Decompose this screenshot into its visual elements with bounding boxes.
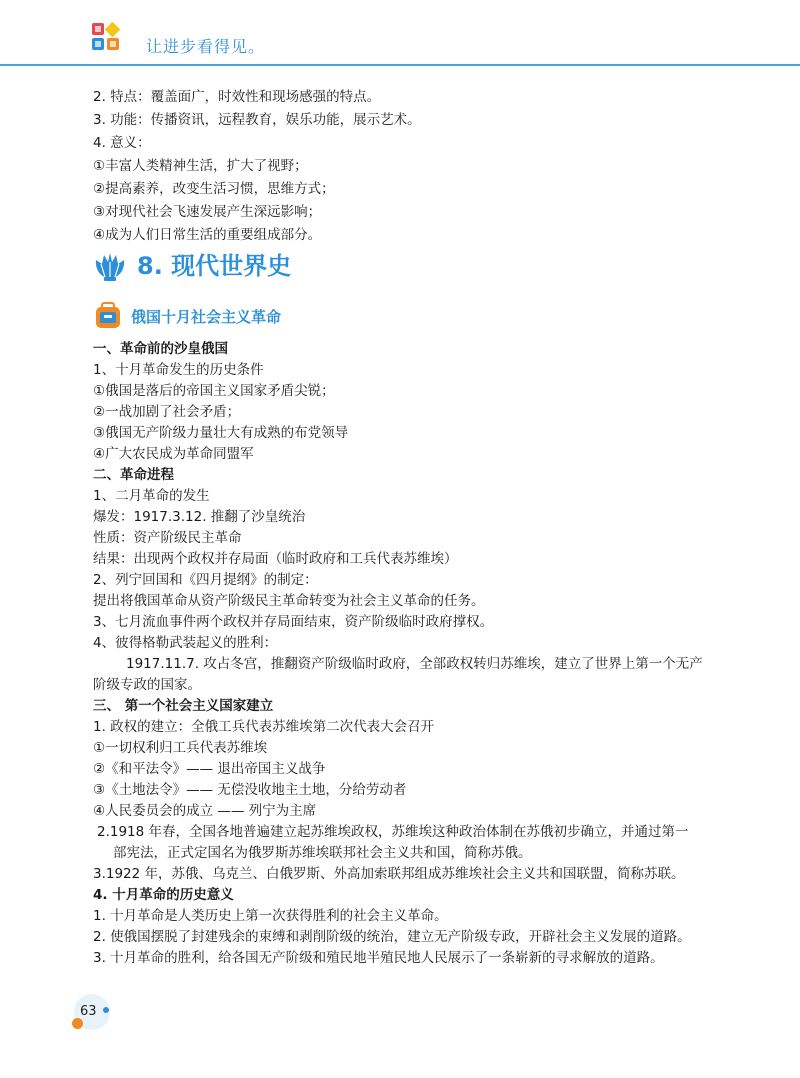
decor-dot-blue bbox=[103, 1007, 109, 1013]
text-line: ④成为人们日常生活的重要组成部分。 bbox=[93, 227, 322, 243]
text-line: ①丰富人类精神生活，扩大了视野； bbox=[93, 158, 308, 174]
text-line: 1. 十月革命是人类历史上第一次获得胜利的社会主义革命。 bbox=[93, 908, 448, 924]
text-line: 部宪法，正式定国名为俄罗斯苏维埃联邦社会主义共和国，简称苏俄。 bbox=[113, 845, 532, 861]
page-header bbox=[0, 0, 800, 66]
text-line: ③俄国无产阶级力量壮大有成熟的布党领导 bbox=[93, 425, 349, 441]
text-line: ②一战加剧了社会矛盾； bbox=[93, 404, 241, 420]
text-line: 2. 使俄国摆脱了封建残余的束缚和剥削阶级的统治，建立无产阶级专政，开辟社会主义发展的道路。 bbox=[93, 929, 691, 945]
text-line: 爆发：1917.3.12. 推翻了沙皇统治 bbox=[93, 509, 306, 525]
text-line: 阶级专政的国家。 bbox=[93, 677, 201, 693]
text-line: 1. 政权的建立：全俄工兵代表苏维埃第二次代表大会召开 bbox=[93, 719, 435, 735]
header-slogan: 让进步看得见。 bbox=[146, 37, 266, 56]
text-line: 4. 意义： bbox=[93, 135, 151, 151]
text-line: ④人民委员会的成立 —— 列宁为主席 bbox=[93, 803, 317, 819]
text-line: 3.1922 年，苏俄、乌克兰、白俄罗斯、外高加索联邦组成苏维埃社会主义共和国联盟，简称苏联。 bbox=[93, 866, 685, 882]
section-title: 俄国十月社会主义革命 bbox=[131, 308, 282, 326]
heading-line: 二、革命进程 bbox=[93, 467, 174, 483]
text-line: 4、彼得格勒武装起义的胜利： bbox=[93, 635, 278, 651]
shell-icon bbox=[93, 250, 127, 282]
chapter-title: 8. 现代世界史 bbox=[137, 252, 292, 280]
text-line: ①俄国是落后的帝国主义国家矛盾尖锐； bbox=[93, 383, 335, 399]
text-line: 1917.11.7. 攻占冬宫，推翻资产阶级临时政府，全部政权转归苏维埃，建立了世界上第一个无产 bbox=[126, 656, 703, 672]
header-divider bbox=[0, 64, 800, 66]
text-line: 2. 特点：覆盖面广，时效性和现场感强的特点。 bbox=[93, 89, 381, 105]
page-footer bbox=[74, 994, 114, 1034]
text-line: 1、二月革命的发生 bbox=[93, 488, 210, 504]
text-line: 提出将俄国革命从资产阶级民主革命转变为社会主义革命的任务。 bbox=[93, 593, 485, 609]
heading-line: 一、革命前的沙皇俄国 bbox=[93, 341, 228, 357]
decor-dot-orange bbox=[72, 1018, 83, 1029]
text-line: ④广大农民成为革命同盟军 bbox=[93, 446, 254, 462]
text-line: 结果：出现两个政权并存局面（临时政府和工兵代表苏维埃） bbox=[93, 551, 458, 567]
text-line: ③《土地法令》—— 无偿没收地主土地，分给劳动者 bbox=[93, 782, 407, 798]
text-line: 2、列宁回国和《四月提纲》的制定： bbox=[93, 572, 318, 588]
text-line: ①一切权利归工兵代表苏维埃 bbox=[93, 740, 268, 756]
text-line: 3. 十月革命的胜利，给各国无产阶级和殖民地半殖民地人民展示了一条崭新的寻求解放的道路。 bbox=[93, 950, 664, 966]
text-line: 3、七月流血事件两个政权并存局面结束，资产阶级临时政府撑权。 bbox=[93, 614, 494, 630]
text-line: ②《和平法令》—— 退出帝国主义战争 bbox=[93, 761, 326, 777]
heading-line: 4. 十月革命的历史意义 bbox=[93, 887, 234, 903]
backpack-icon bbox=[93, 302, 123, 330]
brand-logo-icon bbox=[91, 22, 121, 52]
page-number: 63 bbox=[80, 1004, 97, 1019]
text-line: 2.1918 年春，全国各地普遍建立起苏维埃政权，苏维埃这种政治体制在苏俄初步确立，并通过第一 bbox=[97, 824, 689, 840]
text-line: ③对现代社会飞速发展产生深远影响； bbox=[93, 204, 322, 220]
heading-line: 三、 第一个社会主义国家建立 bbox=[93, 698, 274, 714]
text-line: 1、十月革命发生的历史条件 bbox=[93, 362, 264, 378]
text-line: 3. 功能：传播资讯，远程教育，娱乐功能，展示艺术。 bbox=[93, 112, 421, 128]
text-line: 性质：资产阶级民主革命 bbox=[93, 530, 242, 546]
text-line: ②提高素养，改变生活习惯，思维方式； bbox=[93, 181, 335, 197]
